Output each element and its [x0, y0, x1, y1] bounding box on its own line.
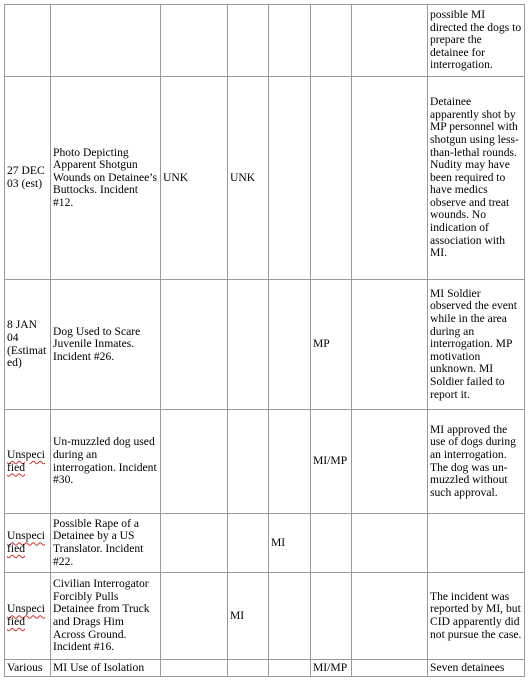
date-cell: Unspecified: [5, 410, 51, 514]
description-cell: MI Use of Isolation: [51, 660, 161, 677]
col5-cell: [269, 77, 311, 280]
col3-cell: UNK: [161, 77, 228, 280]
date-cell: Unspecified: [5, 573, 51, 660]
notes-cell: The incident was reported by MI, but CID apparently did not pursue the case.: [428, 573, 525, 660]
incident-table: [4, 4, 525, 677]
col6-cell: [311, 5, 352, 77]
table-row: [5, 514, 525, 573]
col4-cell: UNK: [228, 77, 269, 280]
col7-cell: [352, 660, 428, 677]
col5-cell: [269, 573, 311, 660]
description-cell: Photo Depicting Apparent Shotgun Wounds on Detainee’s Buttocks. Incident #12.: [51, 77, 161, 280]
col4-cell: [228, 514, 269, 573]
table-row: [5, 5, 525, 77]
date-cell: Various: [5, 660, 51, 677]
table-row: [5, 280, 525, 410]
description-cell: Possible Rape of a Detainee by a US Translator. Incident #22.: [51, 514, 161, 573]
col7-cell: [352, 280, 428, 410]
notes-cell: MI Soldier observed the event while in the area during an interrogation. MP motivation unknown. MI Soldier failed to report it.: [428, 280, 525, 410]
col5-cell: [269, 660, 311, 677]
col3-cell: [161, 5, 228, 77]
col6-cell: MI/MP: [311, 410, 352, 514]
table-row: [5, 77, 525, 280]
col7-cell: [352, 77, 428, 280]
col6-cell: MI/MP: [311, 660, 352, 677]
col3-cell: [161, 573, 228, 660]
col4-cell: [228, 5, 269, 77]
col5-cell: [269, 280, 311, 410]
col3-cell: [161, 514, 228, 573]
col5-cell: MI: [269, 514, 311, 573]
col6-cell: [311, 77, 352, 280]
description-cell: Civilian Interrogator Forcibly Pulls Detainee from Truck and Drags Him Across Ground. Incident #16.: [51, 573, 161, 660]
col5-cell: [269, 410, 311, 514]
col7-cell: [352, 410, 428, 514]
notes-cell: [428, 514, 525, 573]
notes-cell: Detainee apparently shot by MP personnel with shotgun using less- than-lethal rounds. Nudity may have been required to have medics observe and treat wounds. No indication of association with MI.: [428, 77, 525, 280]
col3-cell: [161, 410, 228, 514]
col6-cell: [311, 514, 352, 573]
col3-cell: [161, 660, 228, 677]
table-row: [5, 573, 525, 660]
description-cell: [51, 5, 161, 77]
col7-cell: [352, 514, 428, 573]
col3-cell: [161, 280, 228, 410]
description-cell: Un-muzzled dog used during an interrogation. Incident #30.: [51, 410, 161, 514]
col4-cell: MI: [228, 573, 269, 660]
description-cell: Dog Used to Scare Juvenile Inmates. Incident #26.: [51, 280, 161, 410]
col7-cell: [352, 573, 428, 660]
col6-cell: [311, 573, 352, 660]
col4-cell: [228, 410, 269, 514]
col4-cell: [228, 660, 269, 677]
notes-cell: possible MI directed the dogs to prepare the detainee for interrogation.: [428, 5, 525, 77]
table-row: [5, 410, 525, 514]
col6-cell: MP: [311, 280, 352, 410]
date-cell: Unspecified: [5, 514, 51, 573]
col7-cell: [352, 5, 428, 77]
notes-cell: MI approved the use of dogs during an interrogation. The dog was un-muzzled without such approval.: [428, 410, 525, 514]
col5-cell: [269, 5, 311, 77]
date-cell: 8 JAN 04 (Estimated): [5, 280, 51, 410]
notes-cell: Seven detainees: [428, 660, 525, 677]
col4-cell: [228, 280, 269, 410]
date-cell: [5, 5, 51, 77]
date-cell: 27 DEC 03 (est): [5, 77, 51, 280]
table-row: [5, 660, 525, 677]
